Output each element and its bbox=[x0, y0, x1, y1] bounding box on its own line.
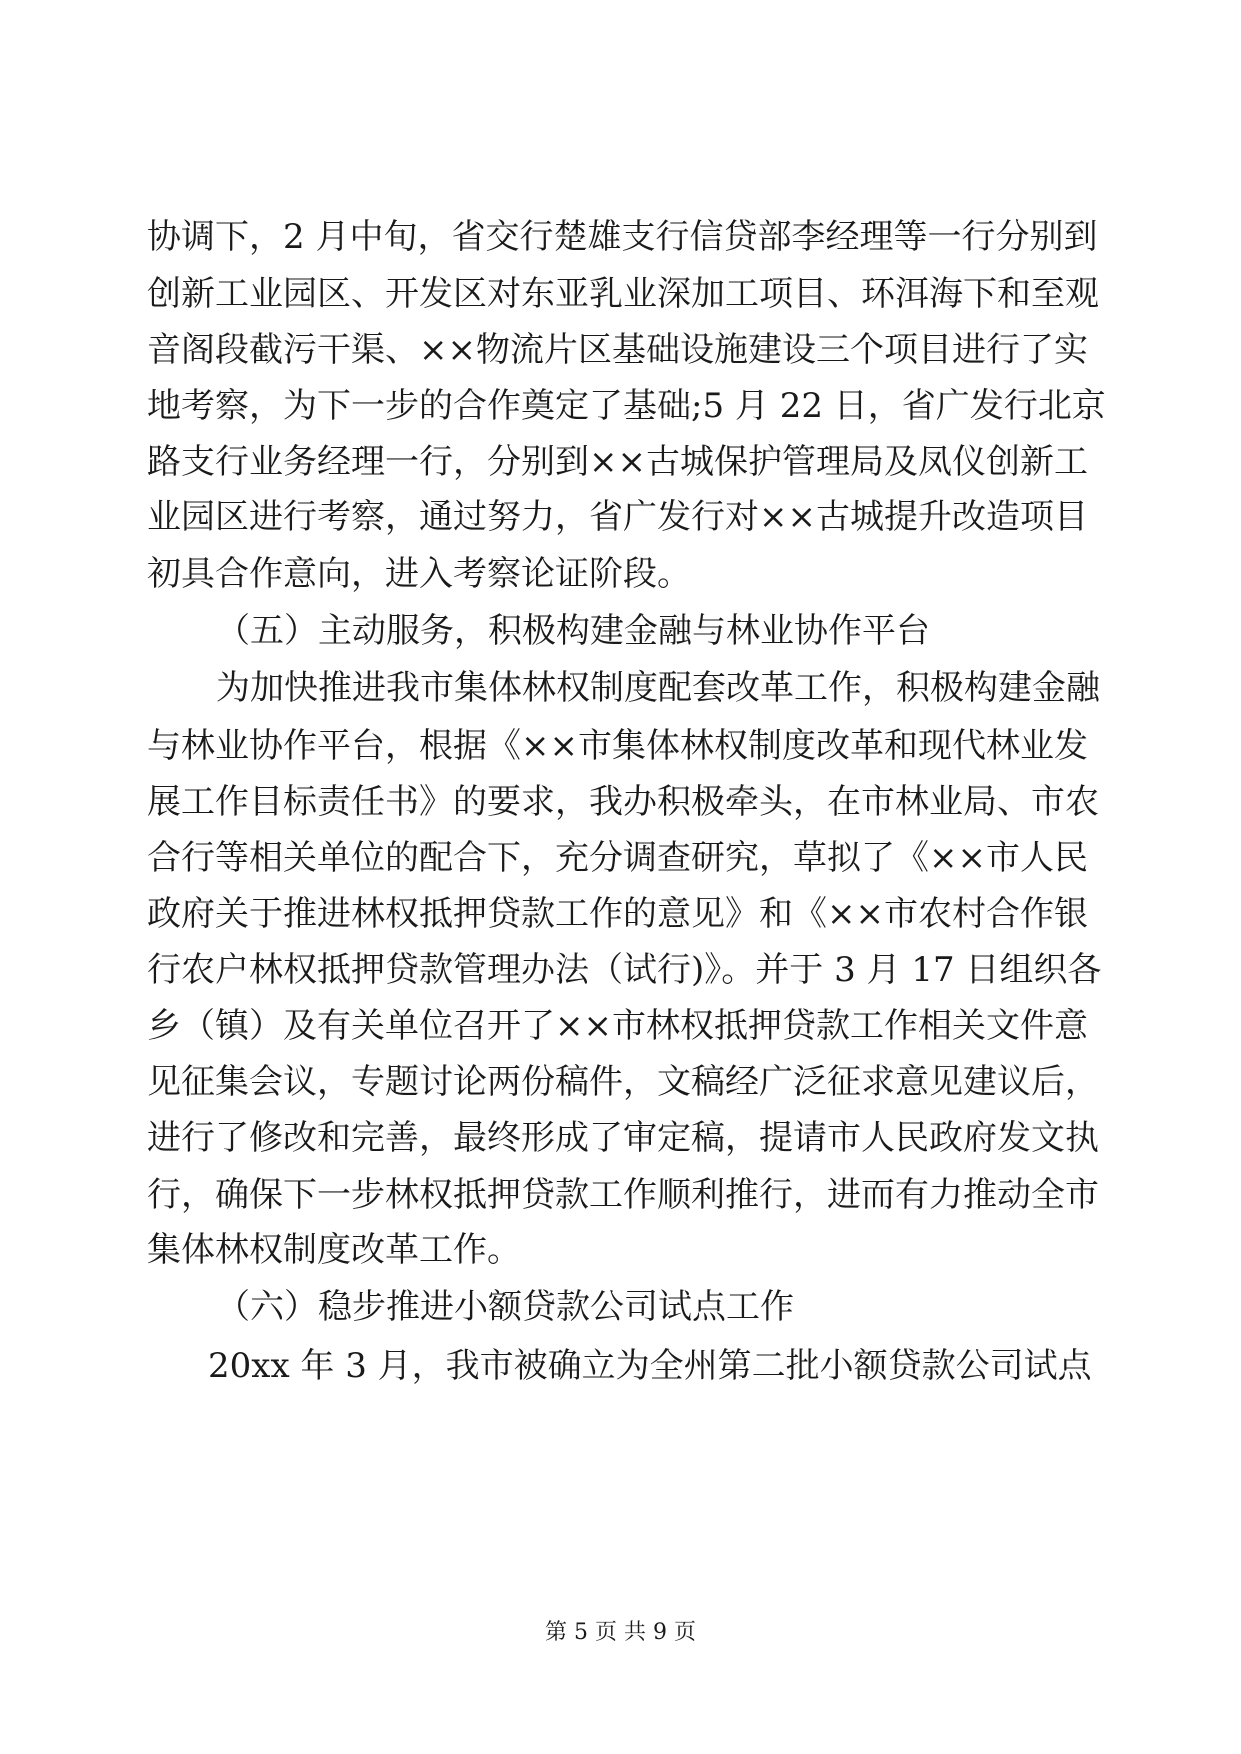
text-line bbox=[0, 1165, 1241, 1225]
text-line-content: 路支行业务经理一行，分别到××古城保护管理局及凤仪创新工 bbox=[147, 442, 1088, 482]
text-line bbox=[0, 884, 1241, 944]
text-line bbox=[0, 1052, 1241, 1112]
text-line bbox=[0, 376, 1241, 436]
text-line bbox=[0, 940, 1241, 1000]
text-line bbox=[0, 716, 1241, 776]
text-line bbox=[0, 487, 1241, 547]
text-line bbox=[0, 658, 1241, 718]
text-line-content: 协调下，2 月中旬，省交行楚雄支行信贷部李经理等一行分别到 bbox=[147, 217, 1098, 257]
text-line bbox=[0, 1108, 1241, 1168]
text-line-content: 行，确保下一步林权抵押贷款工作顺利推行，进而有力推动全市 bbox=[147, 1175, 1099, 1215]
text-line bbox=[0, 264, 1241, 324]
page-footer: 第 5 页 共 9 页 bbox=[545, 1620, 696, 1645]
text-line-content: 业园区进行考察，通过努力，省广发行对××古城提升改造项目 bbox=[147, 497, 1088, 537]
text-line-content: （六）稳步推进小额贷款公司试点工作 bbox=[216, 1287, 794, 1327]
text-line-content: 乡（镇）及有关单位召开了××市林权抵押贷款工作相关文件意 bbox=[147, 1006, 1088, 1046]
text-line bbox=[0, 1336, 1241, 1396]
text-line-content: 见征集会议，专题讨论两份稿件，文稿经广泛征求意见建议后， bbox=[147, 1062, 1099, 1102]
text-line-content: 20xx 年 3 月，我市被确立为全州第二批小额贷款公司试点 bbox=[208, 1346, 1092, 1386]
text-line bbox=[0, 1220, 1241, 1280]
text-line-content: 与林业协作平台，根据《××市集体林权制度改革和现代林业发 bbox=[147, 726, 1088, 766]
text-line bbox=[0, 207, 1241, 267]
text-line bbox=[0, 544, 1241, 604]
text-line bbox=[0, 1277, 1241, 1337]
text-line bbox=[0, 432, 1241, 492]
text-line-content: 地考察，为下一步的合作奠定了基础;5 月 22 日，省广发行北京 bbox=[147, 386, 1106, 426]
text-line-content: 展工作目标责任书》的要求，我办积极牵头，在市林业局、市农 bbox=[147, 782, 1099, 822]
text-line-content: 音阁段截污干渠、××物流片区基础设施建设三个项目进行了实 bbox=[147, 330, 1088, 370]
text-line-content: 合行等相关单位的配合下，充分调查研究，草拟了《××市人民 bbox=[147, 838, 1088, 878]
text-line bbox=[0, 601, 1241, 661]
text-line-content: 政府关于推进林权抵押贷款工作的意见》和《××市农村合作银 bbox=[147, 894, 1088, 934]
text-line-content: 创新工业园区、开发区对东亚乳业深加工项目、环洱海下和至观 bbox=[147, 274, 1099, 314]
text-line bbox=[0, 996, 1241, 1056]
text-line-content: 行农户林权抵押贷款管理办法（试行)》。并于 3 月 17 日组织各 bbox=[147, 950, 1102, 990]
text-line bbox=[0, 320, 1241, 380]
text-line bbox=[0, 828, 1241, 888]
text-line-content: （五）主动服务，积极构建金融与林业协作平台 bbox=[216, 611, 930, 651]
text-line-content: 进行了修改和完善，最终形成了审定稿，提请市人民政府发文执 bbox=[147, 1118, 1099, 1158]
text-line-content: 初具合作意向，进入考察论证阶段。 bbox=[147, 554, 691, 594]
text-line-content: 为加快推进我市集体林权制度配套改革工作，积极构建金融 bbox=[216, 668, 1100, 708]
text-line bbox=[0, 772, 1241, 832]
text-line-content: 集体林权制度改革工作。 bbox=[147, 1230, 521, 1270]
